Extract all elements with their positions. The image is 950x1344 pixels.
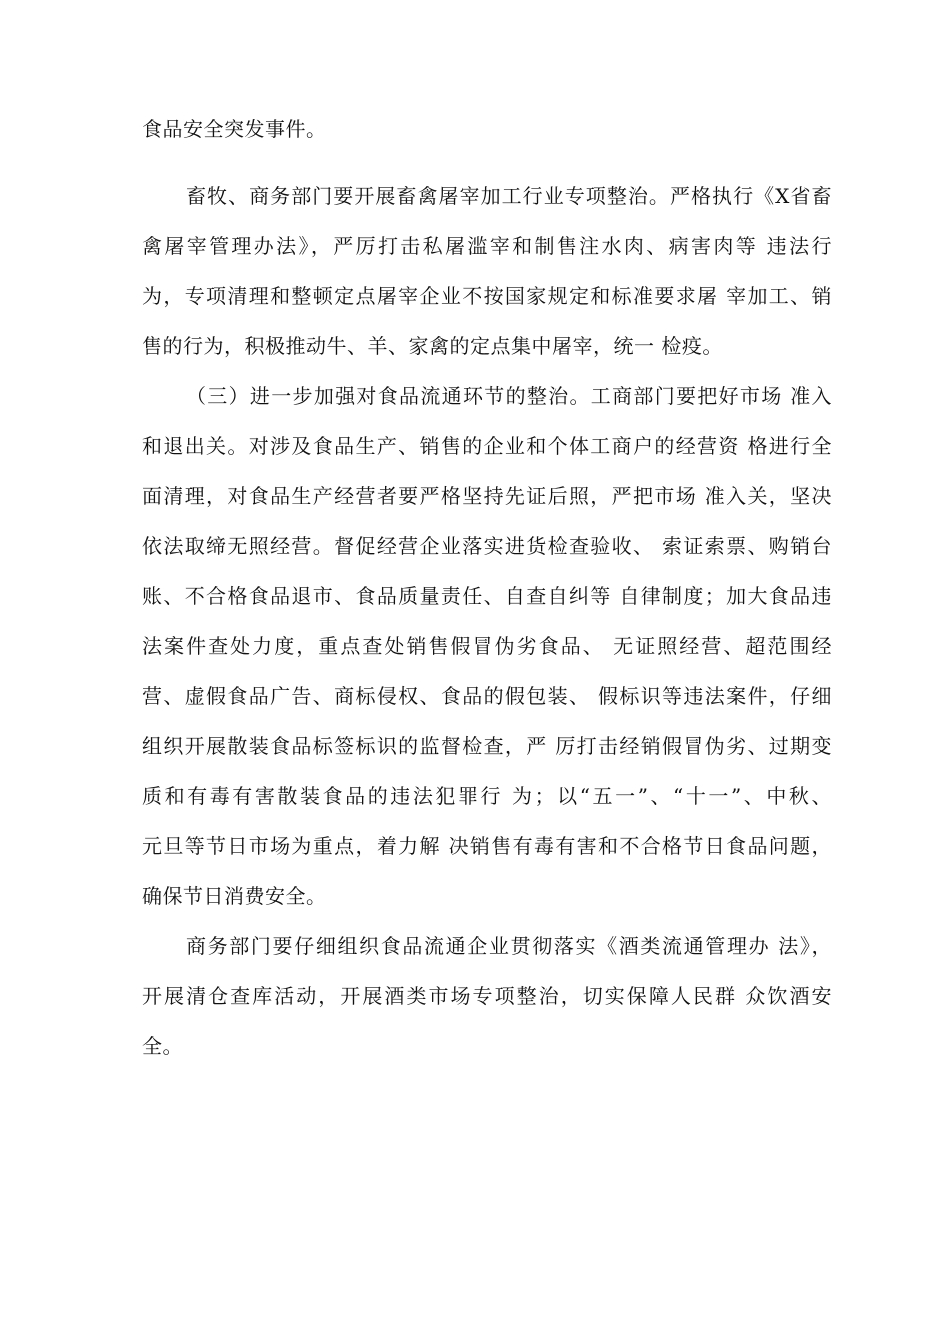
paragraph-3-line-2: 和退出关。对涉及食品生产、销售的企业和个体工商户的经营资 格进行全 xyxy=(142,434,832,458)
paragraph-3-line-10: 元旦等节日市场为重点，着力解 决销售有毒有害和不合格节日食品问题， xyxy=(142,834,832,858)
paragraph-3-line-11: 确保节日消费安全。 xyxy=(142,884,327,908)
paragraph-3-line-9: 质和有毒有害散装食品的违法犯罪行 为；以“五一”、“十一”、中秋、 xyxy=(142,784,832,808)
paragraph-3-line-4: 依法取缔无照经营。督促经营企业落实进货检查验收、 索证索票、购销台 xyxy=(142,534,832,558)
paragraph-4-line-1: 商务部门要仔细组织食品流通企业贯彻落实《酒类流通管理办 法》， xyxy=(186,934,832,958)
paragraph-3-line-8: 组织开展散装食品标签标识的监督检查，严 厉打击经销假冒伪劣、过期变 xyxy=(142,734,832,758)
paragraph-3-line-6: 法案件查处力度，重点查处销售假冒伪劣食品、 无证照经营、超范围经 xyxy=(142,634,832,658)
paragraph-3-line-1: （三）进一步加强对食品流通环节的整治。工商部门要把好市场 准入 xyxy=(186,384,832,408)
paragraph-4-line-3: 全。 xyxy=(142,1034,183,1058)
paragraph-4-line-2: 开展清仓查库活动，开展酒类市场专项整治，切实保障人民群 众饮酒安 xyxy=(142,984,832,1008)
paragraph-2-line-4: 售的行为，积极推动牛、羊、家禽的定点集中屠宰，统一 检疫。 xyxy=(142,334,723,358)
paragraph-3-line-3: 面清理，对食品生产经营者要严格坚持先证后照，严把市场 准入关，坚决 xyxy=(142,484,832,508)
paragraph-2-line-1: 畜牧、商务部门要开展畜禽屠宰加工行业专项整治。严格执行《X省畜 xyxy=(186,184,832,208)
paragraph-1-line-1: 食品安全突发事件。 xyxy=(142,117,327,141)
paragraph-2-line-2: 禽屠宰管理办法》，严厉打击私屠滥宰和制售注水肉、病害肉等 违法行 xyxy=(142,234,832,258)
paragraph-2-line-3: 为，专项清理和整顿定点屠宰企业不按国家规定和标准要求屠 宰加工、销 xyxy=(142,284,832,308)
paragraph-3-line-5: 账、不合格食品退市、食品质量责任、自查自纠等 自律制度；加大食品违 xyxy=(142,584,832,608)
paragraph-3-line-7: 营、虚假食品广告、商标侵权、食品的假包装、 假标识等违法案件，仔细 xyxy=(142,684,832,708)
